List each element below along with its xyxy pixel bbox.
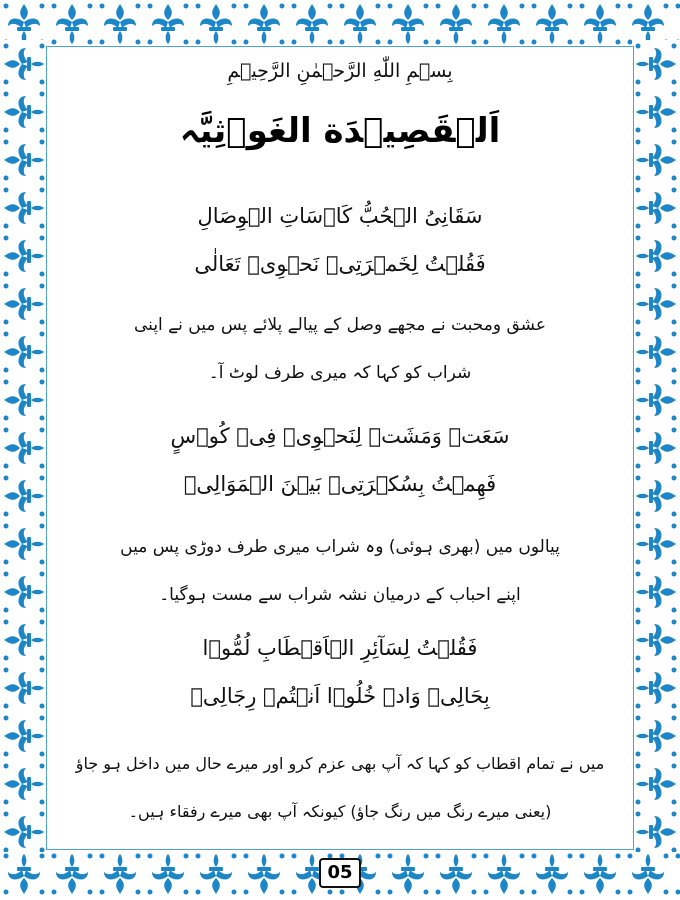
blue-fleur-de-lis-icon bbox=[0, 424, 48, 472]
blue-fleur-de-lis-icon bbox=[96, 850, 144, 898]
blue-fleur-de-lis-icon bbox=[0, 760, 48, 808]
blue-fleur-de-lis-icon bbox=[632, 232, 680, 280]
blue-fleur-de-lis-icon bbox=[0, 280, 48, 328]
verse-1-arabic-line-2: فَقُلۡتُ لِخَمۡرَتِیۡ نَحۡوِیۡ تَعَالٰی bbox=[194, 252, 486, 276]
blue-fleur-de-lis-icon bbox=[528, 0, 576, 48]
page-number: 05 bbox=[319, 858, 361, 888]
blue-fleur-de-lis-icon bbox=[632, 616, 680, 664]
blue-fleur-de-lis-icon bbox=[192, 850, 240, 898]
blue-fleur-de-lis-icon bbox=[0, 328, 48, 376]
blue-fleur-de-lis-icon bbox=[0, 184, 48, 232]
blue-fleur-de-lis-icon bbox=[0, 136, 48, 184]
blue-fleur-de-lis-icon bbox=[384, 850, 432, 898]
blue-fleur-de-lis-icon bbox=[144, 850, 192, 898]
blue-fleur-de-lis-icon bbox=[632, 760, 680, 808]
blue-fleur-de-lis-icon bbox=[192, 0, 240, 48]
blue-fleur-de-lis-icon bbox=[48, 850, 96, 898]
blue-fleur-de-lis-icon bbox=[0, 520, 48, 568]
verse-1-urdu-line-1: عشق ومحبت نے مجھے وصل کے پیالے پلائے پس میں نے اپنی bbox=[134, 315, 546, 335]
blue-fleur-de-lis-icon bbox=[0, 568, 48, 616]
blue-fleur-de-lis-icon bbox=[0, 472, 48, 520]
verse-2-arabic-line-2: فَهِمۡتُ بِسُکۡرَتِیۡ بَیۡنَ الۡمَوَالِیۡ bbox=[183, 472, 497, 496]
blue-fleur-de-lis-icon bbox=[632, 520, 680, 568]
verse-3-arabic-line-2: بِحَالِیۡ وَادۡ خُلُوۡا اَنۡتُمۡ رِجَالِیۡ bbox=[190, 684, 490, 708]
blue-fleur-de-lis-icon bbox=[480, 850, 528, 898]
blue-fleur-de-lis-icon bbox=[632, 424, 680, 472]
blue-fleur-de-lis-icon bbox=[0, 232, 48, 280]
blue-fleur-de-lis-icon bbox=[632, 280, 680, 328]
blue-fleur-de-lis-icon bbox=[632, 184, 680, 232]
blue-fleur-de-lis-icon bbox=[632, 88, 680, 136]
blue-fleur-de-lis-icon bbox=[632, 808, 680, 852]
blue-fleur-de-lis-icon bbox=[624, 850, 672, 898]
blue-fleur-de-lis-icon bbox=[528, 850, 576, 898]
blue-fleur-de-lis-icon bbox=[576, 850, 624, 898]
content-frame bbox=[46, 46, 634, 850]
verse-3-urdu-line-2: (یعنی میرے رنگ میں رنگ جاؤ) کیونکہ آپ بھی میرے رفقاء ہیں۔ bbox=[128, 802, 552, 821]
blue-fleur-de-lis-icon bbox=[432, 850, 480, 898]
blue-fleur-de-lis-icon bbox=[576, 0, 624, 48]
blue-fleur-de-lis-icon bbox=[0, 808, 48, 852]
blue-fleur-de-lis-icon bbox=[672, 850, 680, 898]
blue-fleur-de-lis-icon bbox=[632, 568, 680, 616]
verse-2-urdu-line-2: اپنے احباب کے درمیان نشہ شراب سے مست ہوگیا۔ bbox=[159, 585, 521, 605]
blue-fleur-de-lis-icon bbox=[480, 0, 528, 48]
border-left bbox=[0, 40, 48, 852]
blue-fleur-de-lis-icon bbox=[240, 0, 288, 48]
blue-fleur-de-lis-icon bbox=[0, 616, 48, 664]
border-top bbox=[0, 0, 680, 48]
blue-fleur-de-lis-icon bbox=[240, 850, 288, 898]
page-title: اَلۡقَصِيۡدَة الغَوۡثِيَّہ bbox=[179, 111, 501, 151]
verse-2-arabic-line-1: سَعَتۡ وَمَشَتۡ لِنَحۡوِیۡ فِیۡ کُوۡسٍ bbox=[170, 424, 510, 448]
blue-fleur-de-lis-icon bbox=[48, 0, 96, 48]
blue-fleur-de-lis-icon bbox=[632, 472, 680, 520]
blue-fleur-de-lis-icon bbox=[0, 712, 48, 760]
blue-fleur-de-lis-icon bbox=[0, 88, 48, 136]
blue-fleur-de-lis-icon bbox=[632, 664, 680, 712]
blue-fleur-de-lis-icon bbox=[632, 40, 680, 88]
verse-1-arabic-line-1: سَقَانِیُ الۡحُبُّ کَاۡسَاتِ الۡوِصَالِ bbox=[197, 204, 483, 228]
blue-fleur-de-lis-icon bbox=[288, 0, 336, 48]
verse-2-urdu-line-1: پیالوں میں (بھری ہوئی) وہ شراب میری طرف دوڑی پس میں bbox=[120, 537, 560, 557]
blue-fleur-de-lis-icon bbox=[336, 0, 384, 48]
border-right bbox=[632, 40, 680, 852]
blue-fleur-de-lis-icon bbox=[144, 0, 192, 48]
verse-3-arabic-line-1: فَقُلۡتُ لِسَآئِرِ الۡاَقۡطَابِ لُمُّوۡا bbox=[202, 636, 478, 660]
blue-fleur-de-lis-icon bbox=[0, 850, 48, 898]
blue-fleur-de-lis-icon bbox=[384, 0, 432, 48]
blue-fleur-de-lis-icon bbox=[632, 136, 680, 184]
verse-1-urdu-line-2: شراب کو کہا کہ میری طرف لوٹ آ۔ bbox=[208, 363, 472, 383]
blue-fleur-de-lis-icon bbox=[0, 376, 48, 424]
bismillah: بِسۡمِ اللّٰهِ الرَّحۡمٰنِ الرَّحِيۡمِ bbox=[227, 60, 453, 82]
blue-fleur-de-lis-icon bbox=[432, 0, 480, 48]
blue-fleur-de-lis-icon bbox=[632, 328, 680, 376]
blue-fleur-de-lis-icon bbox=[632, 712, 680, 760]
blue-fleur-de-lis-icon bbox=[0, 664, 48, 712]
blue-fleur-de-lis-icon bbox=[96, 0, 144, 48]
verse-3-urdu-line-1: میں نے تمام اقطاب کو کہا کہ آپ بھی عزم کرو اور میرے حال میں داخل ہو جاؤ bbox=[75, 754, 605, 773]
blue-fleur-de-lis-icon bbox=[0, 40, 48, 88]
blue-fleur-de-lis-icon bbox=[632, 376, 680, 424]
